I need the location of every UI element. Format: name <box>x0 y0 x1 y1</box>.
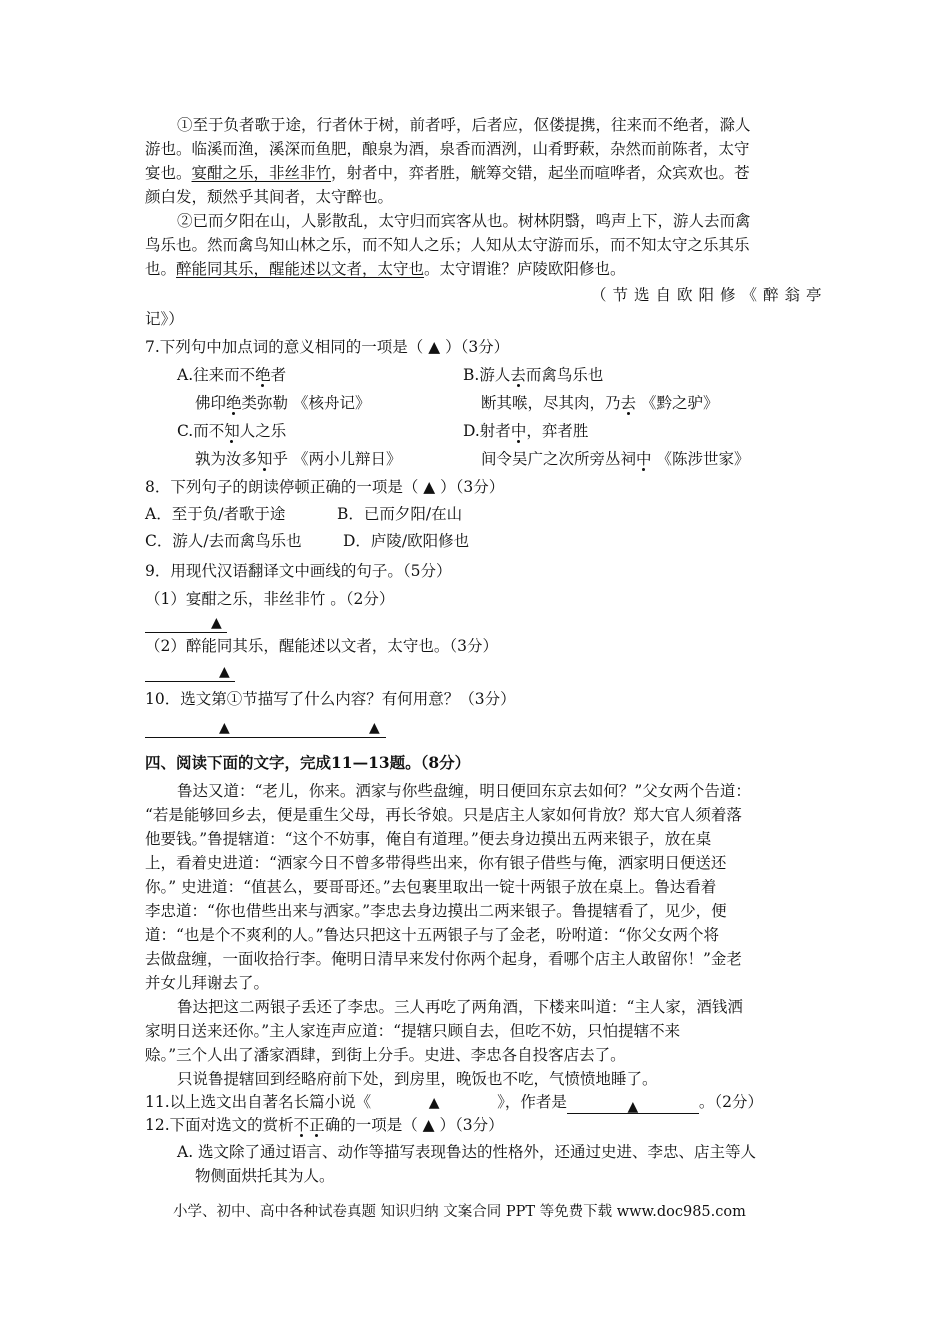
s4-line-11: 家明日送来还你。”主人家连声应道：“提辖只顾自去，但吃不妨，只怕提辖不来 <box>145 1022 681 1040</box>
q7-option-d2: 间令吴广之次所旁丛祠中 《陈涉世家》 <box>481 450 750 468</box>
passage-p2-line3: 也。醉能同其乐，醒能述以文者，太守也。太守谓谁？庐陵欧阳修也。 <box>145 260 626 278</box>
q7-option-b2: 断其喉，尽其肉，乃去 《黔之驴》 <box>481 394 719 412</box>
q12-option-a-line2: 物侧面烘托其为人。 <box>195 1167 335 1185</box>
passage-source-1: （节选自欧阳修《醉翁亭 <box>591 286 828 304</box>
s4-line-4: 上，看着史进道：“洒家今日不曾多带得些出来，你有银子借些与俺，洒家明日便送还 <box>145 854 727 872</box>
section4-title: 四、阅读下面的文字，完成11—13题。（8分） <box>145 753 471 772</box>
s4-line-12: 赊。”三个人出了潘家酒肆，到街上分手。史进、李忠各自投客店去了。 <box>145 1046 626 1064</box>
q8-option-b: B．已而夕阳/在山 <box>337 505 463 523</box>
q11-author-answer[interactable]: ▲ <box>567 1095 699 1114</box>
q7-option-b1: B.游人去而禽鸟乐也 <box>463 366 604 384</box>
s4-line-3: 他要钱。”鲁提辖道：“这个不妨事，俺自有道理。”便去身边摸出五两来银子，放在桌 <box>145 830 712 848</box>
s4-line-7: 道：“也是个不爽利的人。”鲁达只把这十五两银子与了金老，吩咐道：“你父女两个将 <box>145 926 720 944</box>
q12-stem: 12.下面对选文的赏析不正确的一项是（ ▲ ）（3分） <box>145 1116 504 1134</box>
q9-answer-2[interactable]: ▲ <box>145 660 235 682</box>
q7-option-a2: 佛印绝类弥勒 《核舟记》 <box>195 394 371 412</box>
page-footer: 小学、初中、高中各种试卷真题 知识归纳 文案合同 PPT 等免费下载 www.doc985.com <box>173 1204 746 1220</box>
s4-line-10: 鲁达把这二两银子丢还了李忠。三人再吃了两角酒，下楼来叫道：“主人家，酒钱洒 <box>177 998 743 1016</box>
q7-option-c1: C.而不知人之乐 <box>177 422 287 440</box>
q10-answer[interactable]: ▲ ▲ <box>145 716 386 738</box>
passage-p1-line2: 游也。临溪而渔，溪深而鱼肥，酿泉为酒，泉香而酒洌，山肴野蔌，杂然而前陈者，太守 <box>145 140 750 158</box>
passage-source-2: 记》） <box>145 310 184 328</box>
s4-line-8: 去做盘缠，一面收拾行李。俺明日清早来发付你两个起身，看哪个店主人敢留你！”金老 <box>145 950 742 968</box>
q9-stem: 9．用现代汉语翻译文中画线的句子。（5分） <box>145 562 452 580</box>
q7-option-c2: 孰为汝多知乎 《两小儿辩日》 <box>195 450 402 468</box>
s4-line-1: 鲁达又道：“老儿，你来。洒家与你些盘缠，明日便回东京去如何？”父女两个告道： <box>177 782 751 800</box>
s4-line-6: 李忠道：“你也借些出来与洒家。”李忠去身边摸出二两来银子。鲁提辖看了，见少，便 <box>145 902 727 920</box>
q11: 11.以上选文出自著名长篇小说《 ▲ 》，作者是 ▲ 。（2分） <box>145 1093 764 1115</box>
q12-option-a-line1: A. 选文除了通过语言、动作等描写表现鲁达的性格外，还通过史进、李忠、店主等人 <box>177 1143 757 1161</box>
q11-book-answer[interactable]: ▲ <box>428 1095 440 1111</box>
passage-p1-line4: 颜白发，颓然乎其间者，太守醉也。 <box>145 188 394 206</box>
s4-line-2: “若是能够回乡去，便是重生父母，再长爷娘。只是店主人家如何肯放？郑大官人须着落 <box>145 806 742 824</box>
q9-answer-1[interactable]: ▲ <box>145 611 227 633</box>
s4-line-9: 并女儿拜谢去了。 <box>145 974 270 992</box>
passage-p1-line3: 宴也。宴酣之乐，非丝非竹，射者中，弈者胜，觥筹交错，起坐而喧哗者，众宾欢也。苍 <box>145 164 750 182</box>
q8-stem: 8．下列句子的朗读停顿正确的一项是（ ▲ ）（3分） <box>145 478 505 496</box>
q7-stem: 7.下列句中加点词的意义相同的一项是（ ▲ ）（3分） <box>145 338 510 356</box>
q7-option-a1: A.往来而不绝者 <box>177 366 287 384</box>
q8-option-c: C．游人/去而禽鸟乐也 <box>145 532 302 550</box>
q8-option-a: A．至于负/者歌于途 <box>145 505 286 523</box>
s4-line-5: 你。” 史进道：“值甚么，要哥哥还。”去包裹里取出一锭十两银子放在桌上。鲁达看着 <box>145 878 717 896</box>
q10-stem: 10．选文第①节描写了什么内容？有何用意？（3分） <box>145 690 516 708</box>
q9-sentence-1: （1）宴酣之乐，非丝非竹 。（2分） <box>145 590 395 608</box>
q9-sentence-2: （2）醉能同其乐，醒能述以文者，太守也。（3分） <box>145 637 498 655</box>
underlined-sentence-2: 醉能同其乐，醒能述以文者，太守也 <box>176 260 425 278</box>
passage-p2-line2: 鸟乐也。然而禽鸟知山林之乐，而不知人之乐；人知从太守游而乐，而不知太守之乐其乐 <box>145 236 750 254</box>
underlined-sentence-1: 宴酣之乐，非丝非竹 <box>191 164 332 182</box>
s4-line-13: 只说鲁提辖回到经略府前下处，到房里，晚饭也不吃，气愤愤地睡了。 <box>177 1070 658 1088</box>
passage-p1-line1: ①至于负者歌于途，行者休于树，前者呼，后者应，伛偻提携，往来而不绝者，滁人 <box>177 116 751 134</box>
q7-option-d1: D.射者中，弈者胜 <box>463 422 589 440</box>
q8-option-d: D．庐陵/欧阳修也 <box>343 532 470 550</box>
passage-p2-line1: ②已而夕阳在山，人影散乱，太守归而宾客从也。树林阴翳，鸣声上下，游人去而禽 <box>177 212 751 230</box>
